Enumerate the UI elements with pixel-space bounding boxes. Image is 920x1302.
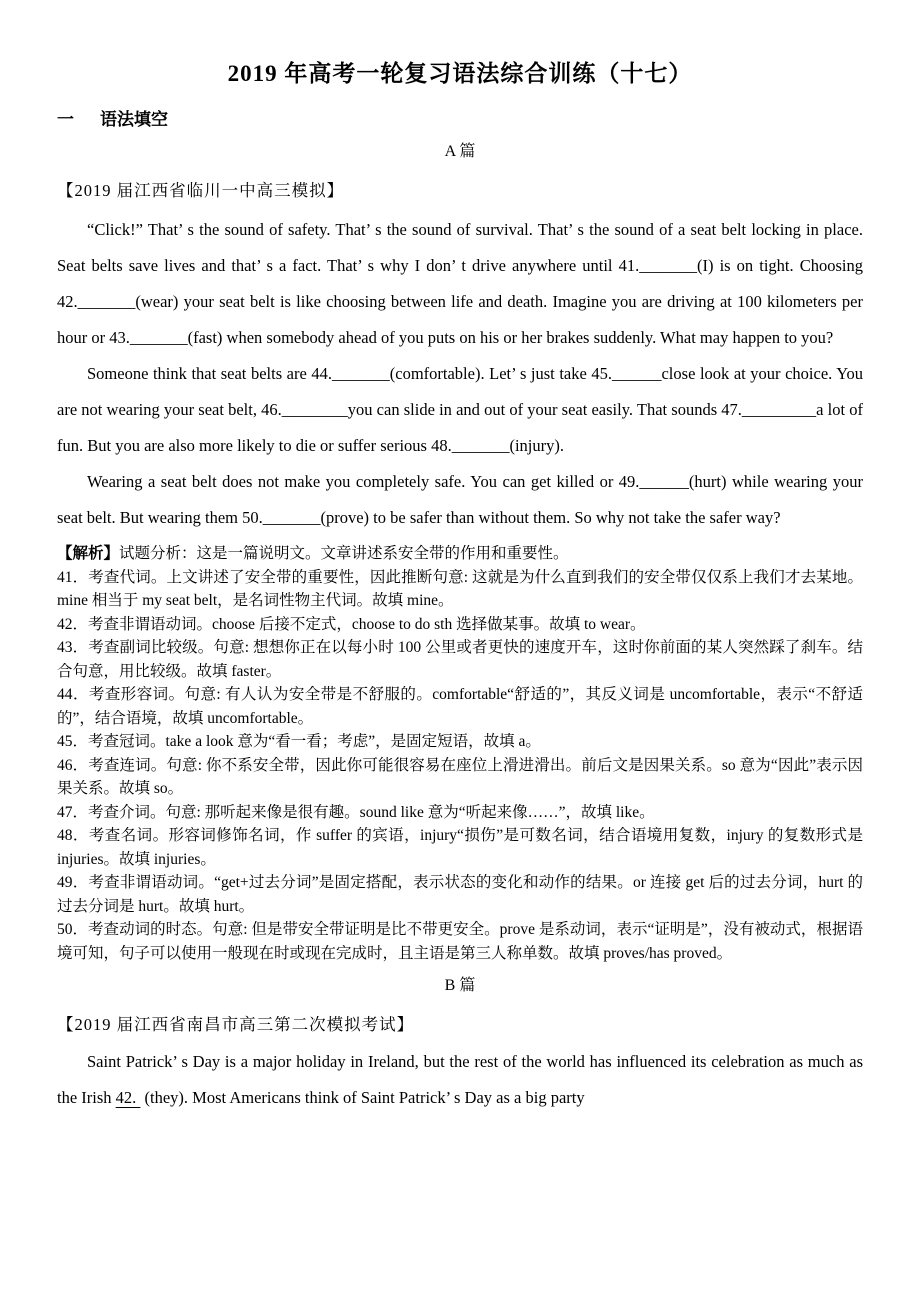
analysis-intro: 【解析】试题分析：这是一篇说明文。文章讲述系安全带的作用和重要性。 <box>57 545 569 562</box>
analysis-item-46: 46．考查连词。句意: 你不系安全带，因此你可能很容易在座位上滑进滑出。前后文是因果关系。so 意为“因此”表示因果关系。故填 so。 <box>57 756 863 797</box>
analysis-item-49: 49．考查非谓语动词。“get+过去分词”是固定搭配，表示状态的变化和动作的结果。or 连接 get 后的过去分词，hurt 的过去分词是 hurt。故填 hurt。 <box>57 874 863 915</box>
analysis-item-47: 47．考查介词。句意: 那听起来像是很有趣。sound like 意为“听起来像……”，故填 like。 <box>57 803 655 821</box>
analysis-item-43: 43．考查副词比较级。句意: 想想你正在以每小时 100 公里或者更快的速度开车，这时你前面的某人突然踩了刹车。结合句意，用比较级。故填 faster。 <box>57 639 863 680</box>
passage-a-label: A 篇 <box>444 143 476 160</box>
analysis-item-50: 50．考查动词的时态。句意: 但是带安全带证明是比不带更安全。prove 是系动词，表示“证明是”，没有被动式，根据语境可知，句子可以使用一般现在时或现在完成时，且主语是第三人称单数。故填 proves/has proved。 <box>57 921 863 962</box>
document-title: 2019 年高考一轮复习语法综合训练（十七） <box>227 61 693 86</box>
passage-b-label: B 篇 <box>444 977 476 994</box>
analysis-item-42: 42．考查非谓语动词。choose 后接不定式，choose to do sth 选择做某事。故填 to wear。 <box>57 615 646 633</box>
section-title: 语法填空 <box>100 110 168 129</box>
analysis-item-45: 45．考查冠词。take a look 意为“看一看；考虑”，是固定短语，故填 a。 <box>57 733 541 750</box>
passage-a-paragraph-1: “Click!” That’ s the sound of safety. That’ s the sound of survival. That’ s the sound of a seat belt locking in place. Seat belts save lives and that’ s a fact. That’ s why I don’ t drive anywhere until 41._______(I) is on tight. Choosing 42._______(wear) your seat belt is like choosing between life and death. Imagine you are driving at 100 kilometers per hour or 43._______(fast) when somebody ahead of you puts on his or her brakes suddenly. What may happen to you? <box>57 220 863 347</box>
analysis-section <box>57 542 863 965</box>
analysis-item-41: 41．考查代词。上文讲述了安全带的重要性，因此推断句意: 这就是为什么直到我们的安全带仅仅系上我们才去某地。mine 相当于 my seat belt，是名词性物主代词。故填 mine。 <box>57 568 863 609</box>
analysis-item-44: 44．考查形容词。句意: 有人认为安全带是不舒服的。comfortable“舒适的”，其反义词是 uncomfortable，表示“不舒适的”，结合语境，故填 uncomfortable。 <box>57 686 863 727</box>
section-1-heading <box>57 108 863 132</box>
passage-a-paragraph-3: Wearing a seat belt does not make you completely safe. You can get killed or 49.______(hurt) while wearing your seat belt. But wearing them 50._______(prove) to be safer than without them. So why not take the safer way? <box>57 472 863 527</box>
passage-a-source: 【2019 届江西省临川一中高三模拟】 <box>57 181 345 200</box>
analysis-item-48: 48．考查名词。形容词修饰名词，作 suffer 的宾语，injury“损伤”是可数名词，结合语境用复数，injury 的复数形式是 injuries。故填 injuries。 <box>57 827 863 868</box>
section-number: 一 <box>57 110 74 129</box>
passage-b-source: 【2019 届江西省南昌市高三第二次模拟考试】 <box>57 1015 415 1034</box>
passage-a-paragraph-2: Someone think that seat belts are 44._______(comfortable). Let’ s just take 45.______close look at your choice. You are not wearing your seat belt, 46.________you can slide in and out of your seat easily. That sounds 47._________a lot of fun. But you are also more likely to die or suffer serious 48._______(injury). <box>57 364 863 455</box>
passage-b-paragraph-1: Saint Patrick’ s Day is a major holiday in Ireland, but the rest of the world has influenced its celebration as much as the Irish 42. (they). Most Americans think of Saint Patrick’ s Day as a big party <box>57 1052 863 1107</box>
